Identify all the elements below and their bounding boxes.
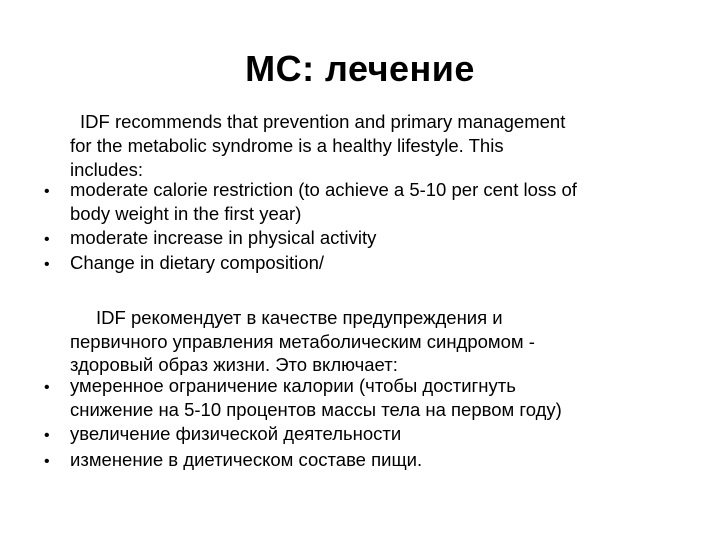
bullet-icon: • <box>44 427 50 444</box>
ru-bullet-2: увеличение физической деятельности <box>70 423 402 444</box>
bullet-icon: • <box>44 231 50 248</box>
bullet-icon: • <box>44 256 50 273</box>
bullet-icon: • <box>44 379 50 396</box>
bullet-icon: • <box>44 453 50 470</box>
ru-intro-line-3: здоровый образ жизни. Это включает: <box>70 354 398 375</box>
en-intro-line-3: includes: <box>70 159 144 180</box>
en-bullet-3: Change in dietary composition/ <box>70 252 325 273</box>
ru-bullet-3: изменение в диетическом составе пищи. <box>70 449 423 470</box>
bullet-icon: • <box>44 183 50 200</box>
ru-intro-line-1: IDF рекомендует в качестве предупреждения и <box>96 307 503 328</box>
ru-intro-line-2: первичного управления метаболическим синдромом - <box>70 331 535 352</box>
en-bullet-1-line-2: body weight in the first year) <box>70 203 302 224</box>
ru-bullet-1-line-2: снижение на 5-10 процентов массы тела на первом году) <box>70 399 562 420</box>
en-intro-line-2: for the metabolic syndrome is a healthy lifestyle. This <box>70 135 504 156</box>
slide-title: МС: лечение <box>245 48 475 89</box>
en-bullet-2: moderate increase in physical activity <box>70 227 377 248</box>
en-intro-line-1: IDF recommends that prevention and primary management <box>80 111 566 132</box>
ru-bullet-1-line-1: умеренное ограничение калории (чтобы достигнуть <box>70 375 516 396</box>
en-bullet-1-line-1: moderate calorie restriction (to achieve a 5-10 per cent loss of <box>70 179 577 200</box>
